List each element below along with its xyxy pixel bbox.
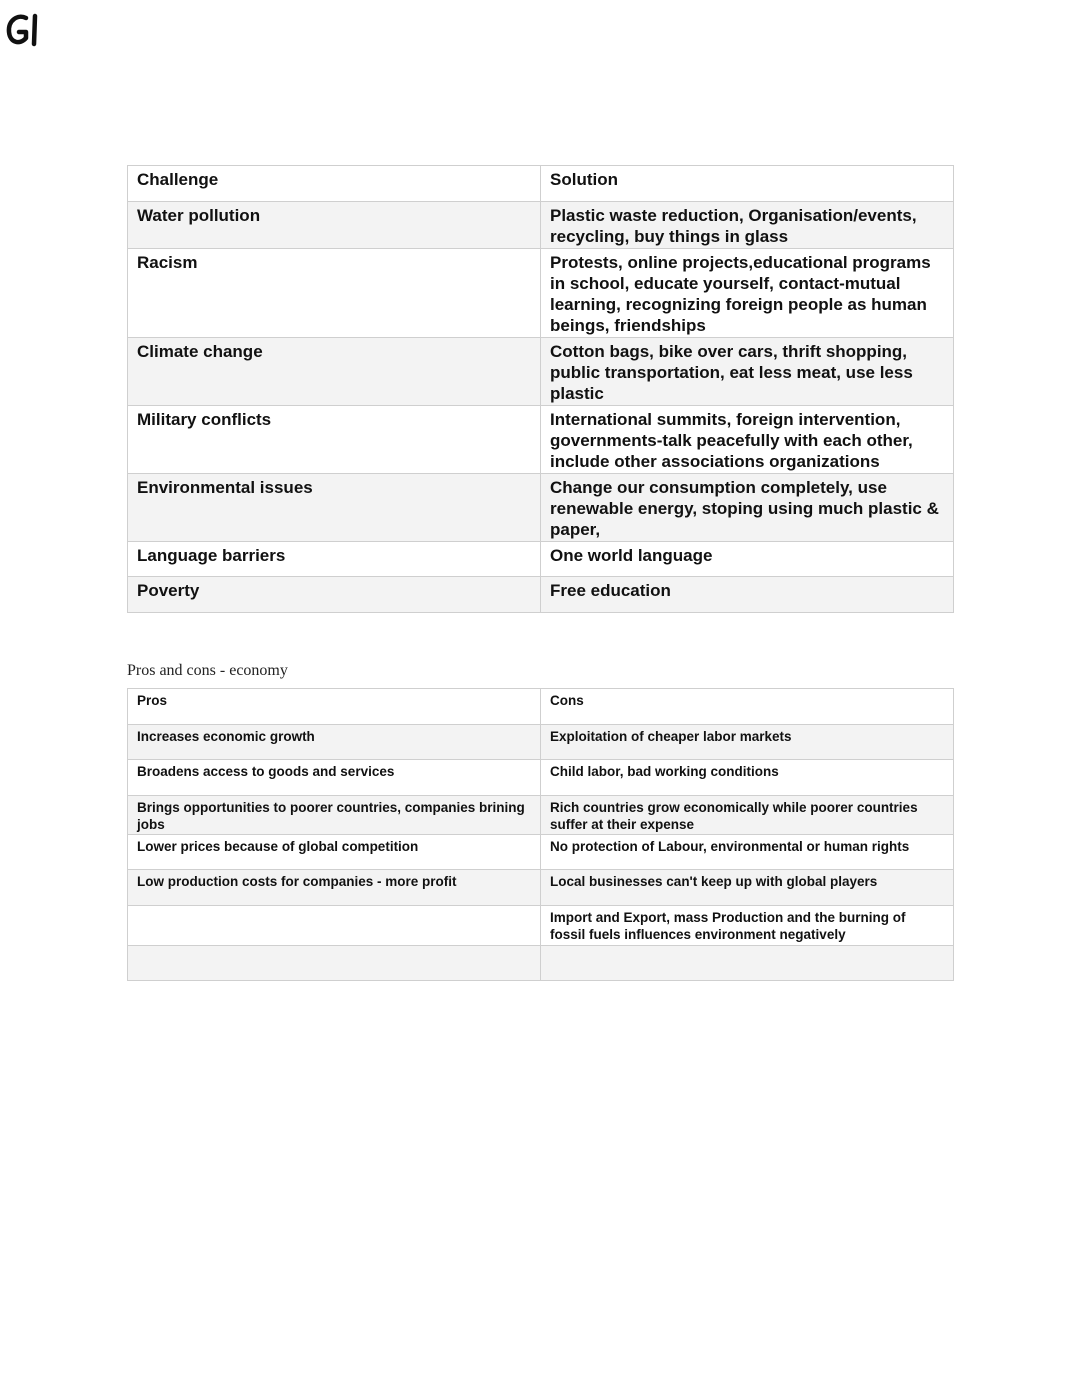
table-row	[128, 406, 954, 474]
con-cell: Rich countries grow economically while poorer countries suffer at their expense	[541, 796, 954, 835]
solution-cell: Plastic waste reduction, Organisation/events, recycling, buy things in glass	[541, 202, 954, 249]
challenge-cell: Language barriers	[128, 542, 541, 577]
solution-cell: Cotton bags, bike over cars, thrift shopping, public transportation, eat less meat, use less plastic	[541, 338, 954, 406]
con-cell	[541, 946, 954, 981]
table-row	[128, 906, 954, 946]
table-row	[128, 946, 954, 981]
pro-cell: Lower prices because of global competition	[128, 835, 541, 870]
challenges-solutions-table	[127, 165, 953, 613]
challenge-cell: Environmental issues	[128, 474, 541, 542]
table-row	[128, 577, 954, 613]
table-header-row	[128, 689, 954, 725]
solution-cell: Free education	[541, 577, 954, 613]
economy-pros-cons-table	[127, 688, 953, 981]
table-row	[128, 338, 954, 406]
table-row	[128, 835, 954, 870]
con-cell: No protection of Labour, environmental or human rights	[541, 835, 954, 870]
challenge-cell: Poverty	[128, 577, 541, 613]
con-cell: Child labor, bad working conditions	[541, 760, 954, 796]
solution-cell: Change our consumption completely, use renewable energy, stoping using much plastic & paper,	[541, 474, 954, 542]
header-challenge: Challenge	[128, 166, 541, 202]
table-header-row	[128, 166, 954, 202]
pro-cell: Low production costs for companies - more profit	[128, 870, 541, 906]
table-row	[128, 870, 954, 906]
economy-table-caption: Pros and cons - economy	[127, 662, 288, 679]
solution-cell: Protests, online projects,educational programs in school, educate yourself, contact-mutual learning, recognizing foreign people as human beings, friendships	[541, 249, 954, 338]
challenge-cell: Climate change	[128, 338, 541, 406]
solution-cell: International summits, foreign intervention, governments-talk peacefully with each other, include other associations organizations	[541, 406, 954, 474]
table-row	[128, 542, 954, 577]
table-row	[128, 796, 954, 835]
header-pros: Pros	[128, 689, 541, 725]
pro-cell	[128, 906, 541, 946]
table-row	[128, 474, 954, 542]
pro-cell: Brings opportunities to poorer countries, companies brining jobs	[128, 796, 541, 835]
pro-cell: Broadens access to goods and services	[128, 760, 541, 796]
challenge-cell: Military conflicts	[128, 406, 541, 474]
pro-cell	[128, 946, 541, 981]
challenge-cell: Water pollution	[128, 202, 541, 249]
header-solution: Solution	[541, 166, 954, 202]
con-cell: Import and Export, mass Production and the burning of fossil fuels influences environment negatively	[541, 906, 954, 946]
pro-cell: Increases economic growth	[128, 725, 541, 760]
table-row	[128, 725, 954, 760]
con-cell: Local businesses can't keep up with global players	[541, 870, 954, 906]
solution-cell: One world language	[541, 542, 954, 577]
header-cons: Cons	[541, 689, 954, 725]
table-row	[128, 202, 954, 249]
con-cell: Exploitation of cheaper labor markets	[541, 725, 954, 760]
challenge-cell: Racism	[128, 249, 541, 338]
table-row	[128, 760, 954, 796]
table-row	[128, 249, 954, 338]
handwritten-gl-mark	[4, 10, 44, 50]
